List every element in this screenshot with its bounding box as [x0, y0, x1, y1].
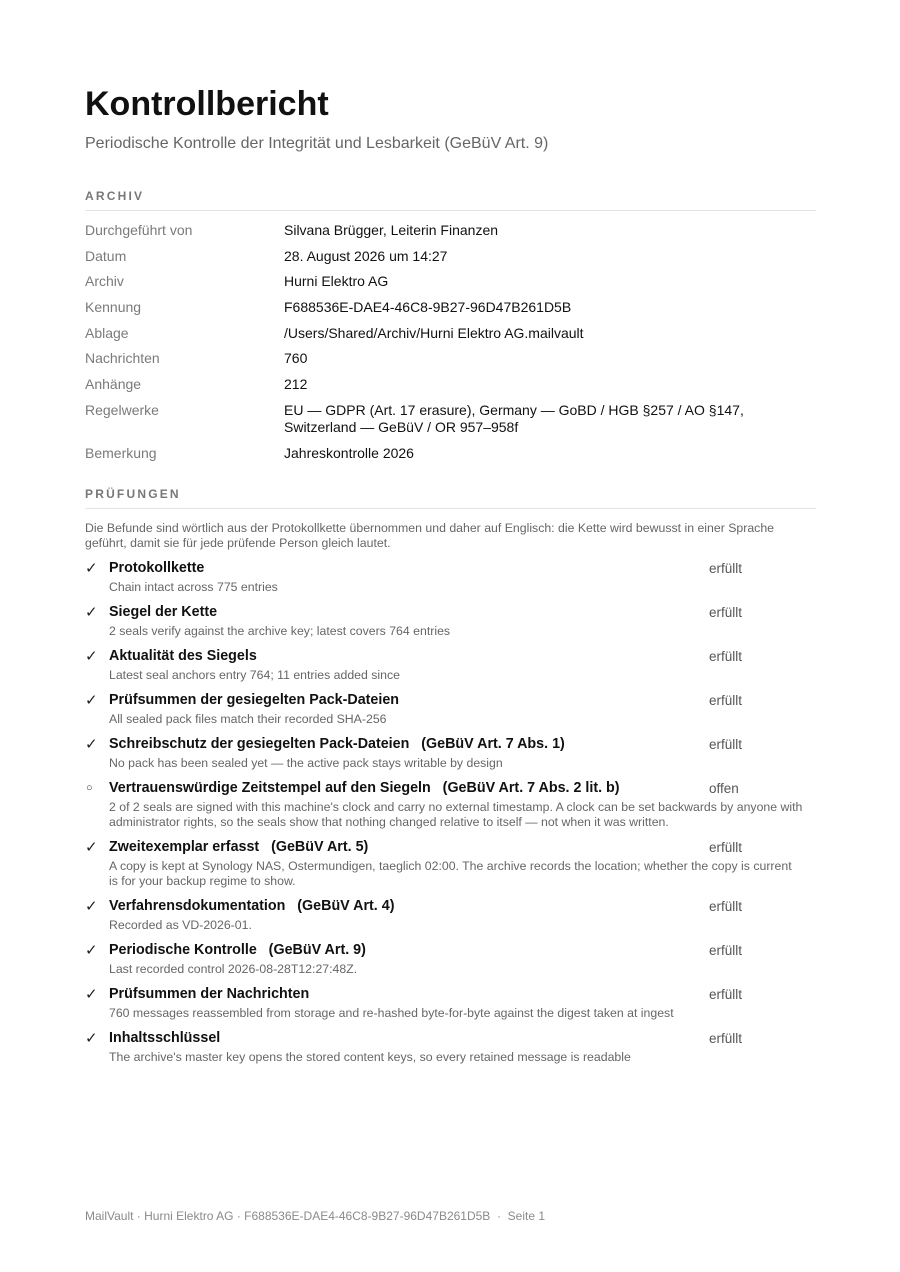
- check-title: Periodische Kontrolle (GeBüV Art. 9): [109, 941, 366, 958]
- detail-label: Durchgeführt von: [85, 222, 193, 238]
- page-subtitle: Periodische Kontrolle der Integrität und Lesbarkeit (GeBüV Art. 9): [85, 135, 549, 152]
- check-item: [85, 941, 816, 977]
- check-detail: All sealed pack files match their recorded SHA-256: [109, 711, 387, 726]
- detail-row-ablage: [85, 325, 816, 342]
- check-mark-icon: ✓: [85, 691, 98, 709]
- detail-value: 760: [284, 350, 308, 367]
- detail-row-kennung: [85, 299, 816, 316]
- detail-value: F688536E-DAE4-46C8-9B27-96D47B261D5B: [284, 299, 572, 316]
- check-detail: 2 of 2 seals are signed with this machine's clock and carry no external timestamp. A clock can be set backwards by anyone with administrator rights, so the seals show that nothing changed relative to itself — not when it was written.: [109, 799, 803, 829]
- check-status: erfüllt: [709, 1030, 743, 1046]
- check-item: [85, 779, 816, 830]
- detail-value: 28. August 2026 um 14:27: [284, 247, 448, 264]
- pruefungen-intro: Die Befunde sind wörtlich aus der Protokollkette übernommen und daher auf Englisch: die Kette wird bewusst in einer Sprache geführt, damit sie für jede prüfende Person gleich lautet.: [85, 520, 775, 550]
- detail-label: Kennung: [85, 299, 142, 316]
- detail-value: /Users/Shared/Archiv/Hurni Elektro AG.mailvault: [284, 324, 584, 341]
- detail-label: Archiv: [85, 273, 124, 290]
- check-title: Inhaltsschlüssel: [109, 1029, 221, 1046]
- check-status: erfüllt: [709, 604, 743, 620]
- detail-row-regelwerke: [85, 402, 816, 436]
- check-item: [85, 647, 816, 683]
- check-item: [85, 691, 816, 727]
- detail-value: Jahreskontrolle 2026: [284, 444, 414, 461]
- check-detail: A copy is kept at Synology NAS, Ostermundigen, taeglich 02:00. The archive records the location; whether the copy is current is for your backup regime to show.: [109, 858, 792, 888]
- detail-row-bemerkung: [85, 445, 816, 462]
- detail-row-durchgefuehrt-von: [85, 222, 816, 239]
- detail-label: Nachrichten: [85, 350, 160, 367]
- check-status: erfüllt: [709, 736, 743, 752]
- check-status: erfüllt: [709, 839, 743, 855]
- check-mark-icon: ✓: [85, 838, 98, 856]
- open-circle-icon: ○: [86, 781, 93, 794]
- check-status: erfüllt: [709, 898, 743, 914]
- detail-row-datum: [85, 248, 816, 265]
- detail-value: 212: [284, 376, 308, 393]
- check-status: offen: [709, 780, 739, 796]
- detail-label: Anhänge: [85, 376, 142, 393]
- check-title: Aktualität des Siegels: [109, 647, 257, 664]
- check-item: [85, 735, 816, 771]
- check-detail: The archive's master key opens the stored content keys, so every retained message is readable: [109, 1049, 631, 1064]
- check-item: [85, 985, 816, 1021]
- check-status: erfüllt: [709, 560, 743, 576]
- check-item: [85, 1029, 816, 1065]
- check-title: Protokollkette: [109, 559, 205, 576]
- check-title: Prüfsummen der gesiegelten Pack-Dateien: [109, 691, 400, 708]
- check-mark-icon: ✓: [85, 897, 98, 915]
- check-item: [85, 603, 816, 639]
- report-page: [85, 84, 816, 1065]
- check-detail: Latest seal anchors entry 764; 11 entries added since: [109, 667, 400, 682]
- check-item: [85, 838, 816, 889]
- check-title: Vertrauenswürdige Zeitstempel auf den Siegeln (GeBüV Art. 7 Abs. 2 lit. b): [109, 779, 620, 796]
- check-mark-icon: ✓: [85, 1029, 98, 1047]
- detail-row-anhaenge: [85, 376, 816, 393]
- check-detail: No pack has been sealed yet — the active pack stays writable by design: [109, 755, 503, 770]
- check-mark-icon: ✓: [85, 985, 98, 1003]
- detail-value: Silvana Brügger, Leiterin Finanzen: [284, 222, 499, 238]
- section-heading-archiv: ARCHIV: [85, 189, 816, 211]
- page-footer: MailVault · Hurni Elektro AG · F688536E-DAE4-46C8-9B27-96D47B261D5B · Seite 1: [85, 1209, 546, 1223]
- check-mark-icon: ✓: [85, 941, 98, 959]
- check-detail: Last recorded control 2026-08-28T12:27:48Z.: [109, 961, 358, 976]
- check-mark-icon: ✓: [85, 647, 98, 665]
- check-title: Verfahrensdokumentation (GeBüV Art. 4): [109, 897, 395, 914]
- detail-label: Regelwerke: [85, 401, 159, 418]
- check-detail: 760 messages reassembled from storage and re-hashed byte-for-byte against the digest taken at ingest: [109, 1005, 674, 1020]
- check-status: erfüllt: [709, 692, 743, 708]
- check-title: Schreibschutz der gesiegelten Pack-Dateien (GeBüV Art. 7 Abs. 1): [109, 735, 565, 752]
- check-title: Prüfsummen der Nachrichten: [109, 985, 310, 1002]
- check-mark-icon: ✓: [85, 559, 98, 577]
- detail-row-archiv: [85, 273, 816, 290]
- detail-label: Ablage: [85, 324, 129, 341]
- archive-details: [85, 222, 816, 462]
- check-mark-icon: ✓: [85, 603, 98, 621]
- check-mark-icon: ✓: [85, 735, 98, 753]
- page-title: Kontrollbericht: [85, 85, 329, 123]
- check-item: [85, 559, 816, 595]
- check-title: Zweitexemplar erfasst (GeBüV Art. 5): [109, 838, 369, 855]
- section-heading-pruefungen: PRÜFUNGEN: [85, 487, 816, 509]
- check-detail: Recorded as VD-2026-01.: [109, 917, 252, 932]
- detail-label: Bemerkung: [85, 444, 157, 461]
- check-status: erfüllt: [709, 942, 743, 958]
- detail-value: Hurni Elektro AG: [284, 273, 389, 290]
- detail-value: EU — GDPR (Art. 17 erasure), Germany — GoBD / HGB §257 / AO §147, Switzerland — GeBüV / OR 957–958f: [284, 401, 744, 435]
- check-status: erfüllt: [709, 648, 743, 664]
- check-detail: Chain intact across 775 entries: [109, 579, 278, 594]
- detail-label: Datum: [85, 247, 127, 264]
- detail-row-nachrichten: [85, 350, 816, 367]
- check-title: Siegel der Kette: [109, 603, 218, 620]
- check-list: [85, 559, 816, 1065]
- check-detail: 2 seals verify against the archive key; latest covers 764 entries: [109, 623, 451, 638]
- check-item: [85, 897, 816, 933]
- check-status: erfüllt: [709, 986, 743, 1002]
